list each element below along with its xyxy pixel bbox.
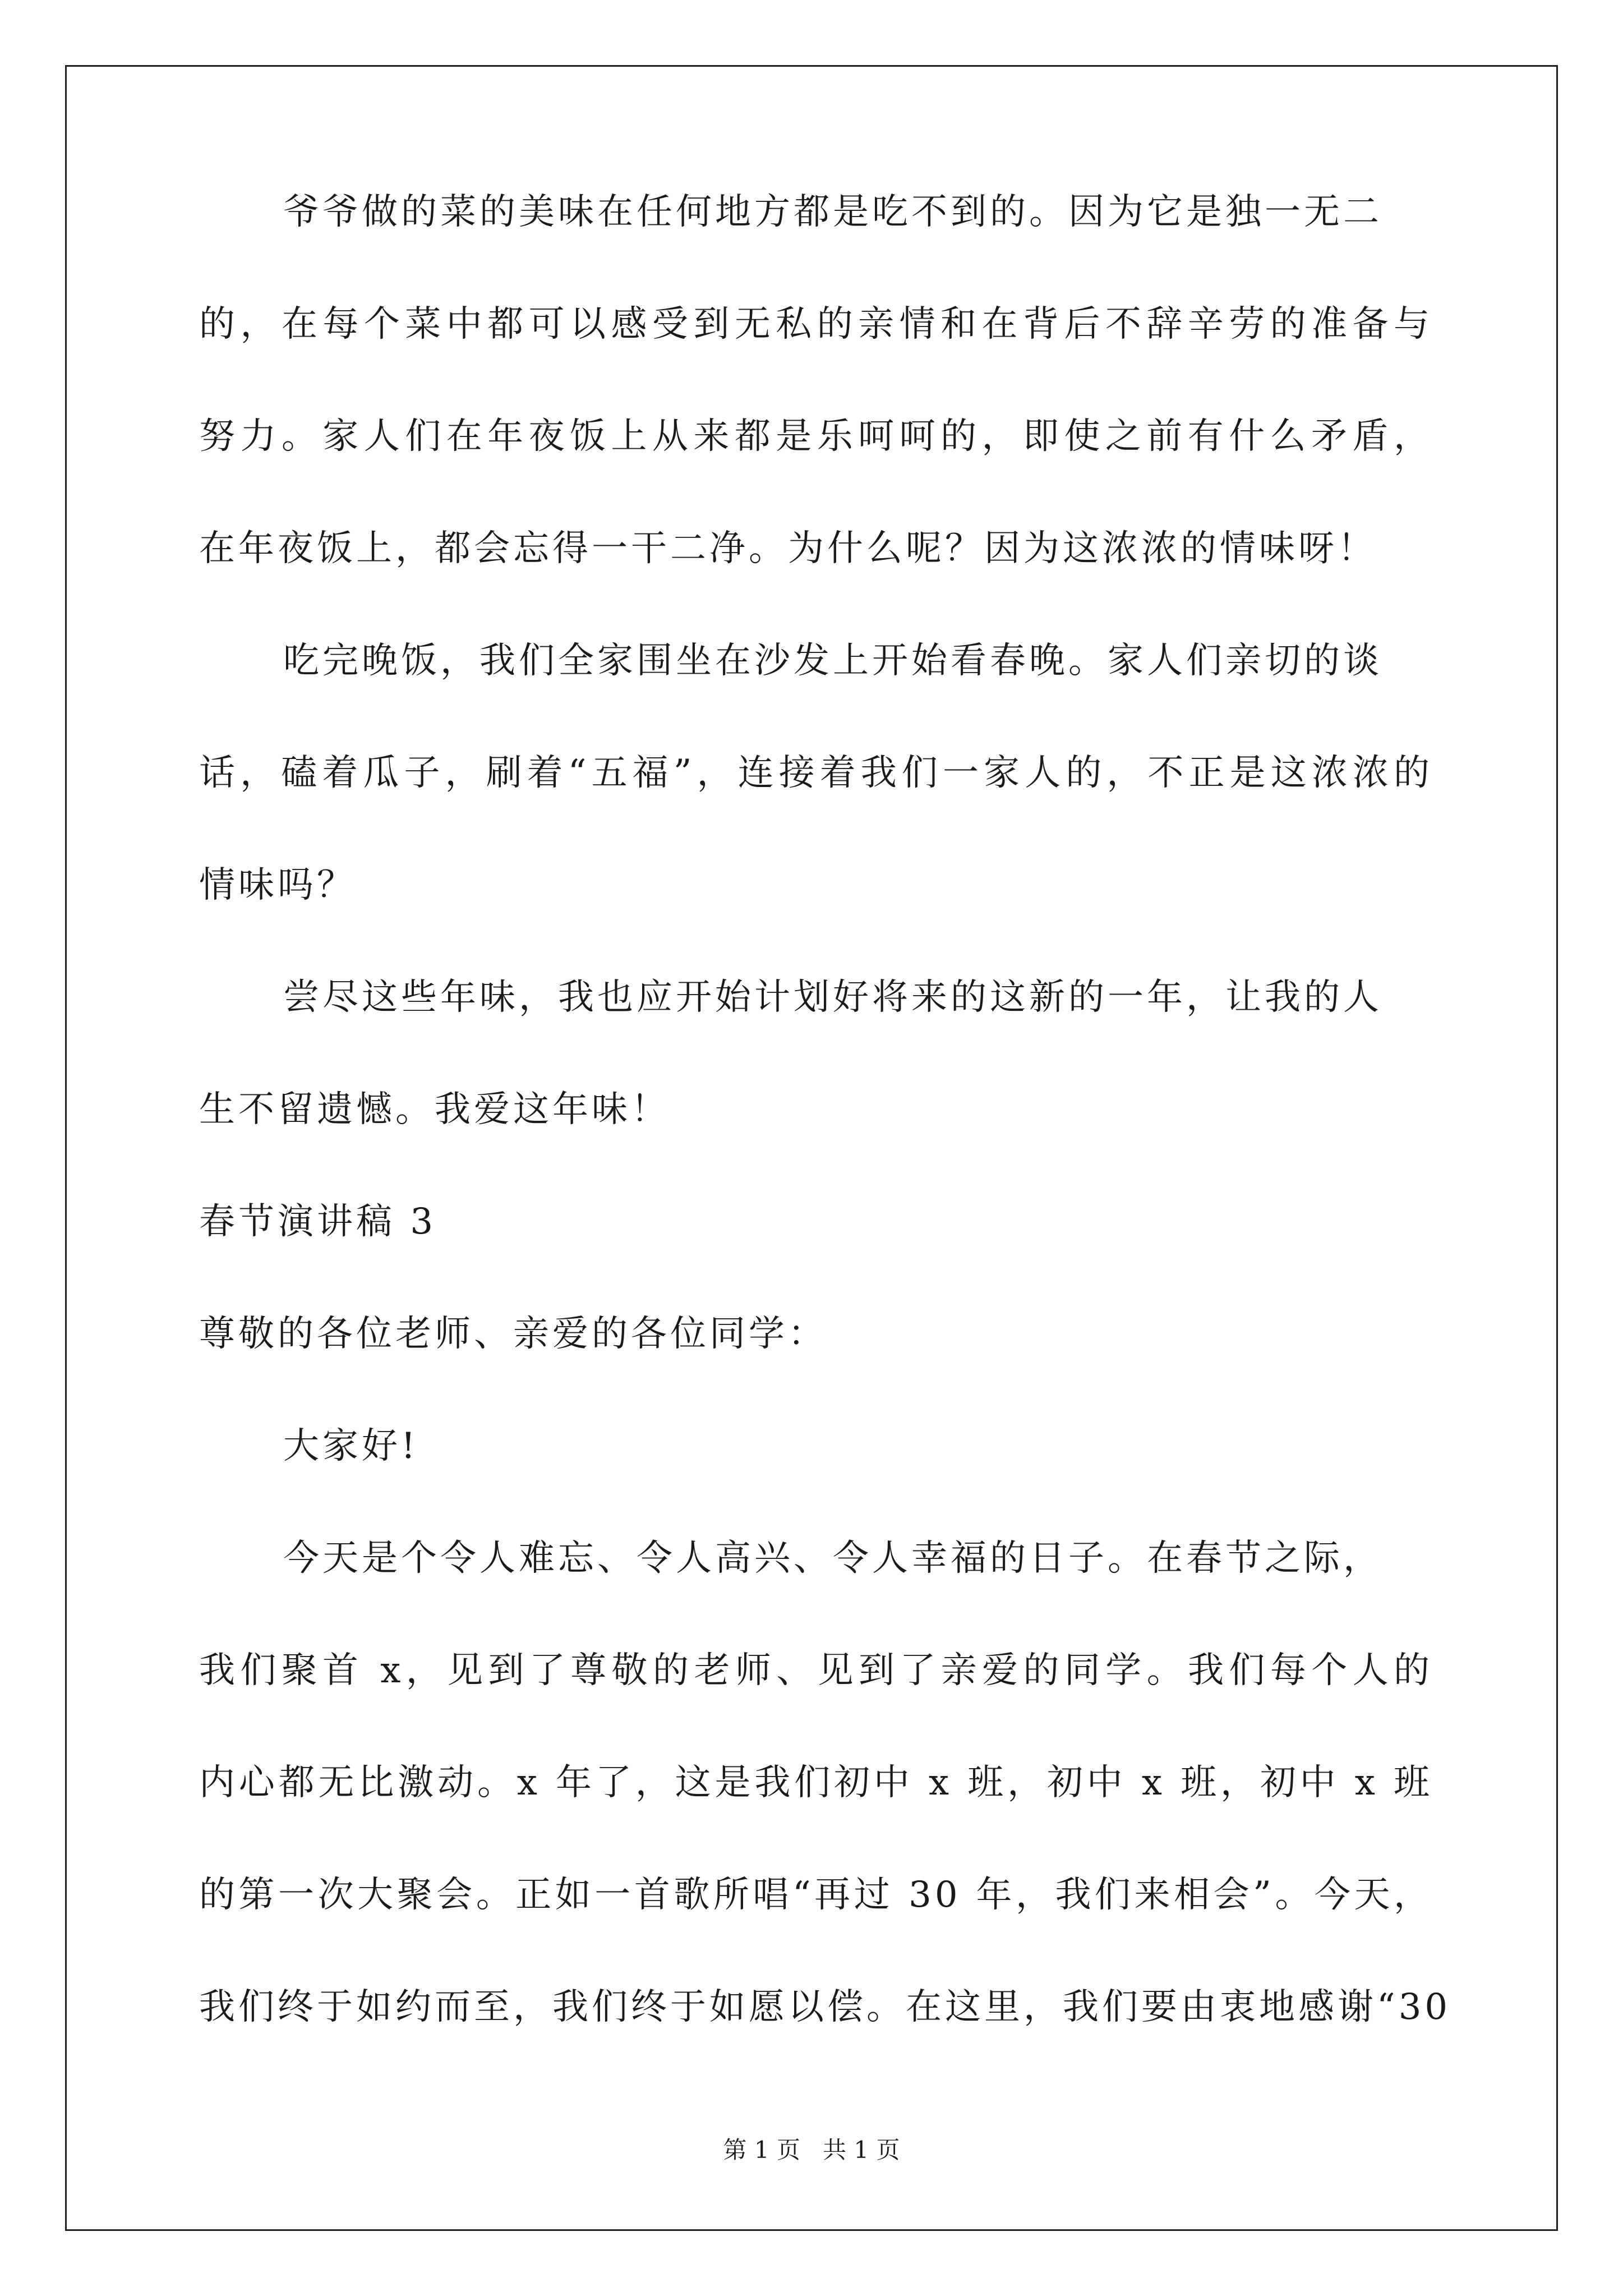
paragraph-line: 情味吗？ xyxy=(199,864,356,906)
page-footer: 第 1 页 共 1 页 xyxy=(723,2136,900,2164)
paragraph-line: 的第一次大聚会。正如一首歌所唱“再过 30 年，我们来相会”。今天， xyxy=(199,1874,1433,1916)
paragraph-line: 爷爷做的菜的美味在任何地方都是吃不到的。因为它是独一无二 xyxy=(283,191,1382,233)
paragraph-line: 吃完晚饭，我们全家围坐在沙发上开始看春晚。家人们亲切的谈 xyxy=(283,640,1382,682)
paragraph-line: 尝尽这些年味，我也应开始计划好将来的这新的一年，让我的人 xyxy=(283,977,1382,1018)
paragraph-line: 我们聚首 x，见到了尊敬的老师、见到了亲爱的同学。我们每个人的 xyxy=(199,1650,1433,1691)
paragraph-line: 内心都无比激动。x 年了，这是我们初中 x 班，初中 x 班，初中 x 班 xyxy=(199,1762,1433,1803)
paragraph-line: 今天是个令人难忘、令人高兴、令人幸福的日子。在春节之际， xyxy=(283,1538,1382,1579)
greeting: 大家好! xyxy=(283,1425,419,1467)
paragraph-line: 我们终于如约而至，我们终于如愿以偿。在这里，我们要由衷地感谢“30 xyxy=(199,1986,1451,2028)
salutation: 尊敬的各位老师、亲爱的各位同学： xyxy=(199,1313,827,1355)
paragraph-line: 的，在每个菜中都可以感受到无私的亲情和在背后不辞辛劳的准备与 xyxy=(199,303,1433,345)
paragraph-line: 生不留遗憾。我爱这年味！ xyxy=(199,1089,670,1130)
paragraph-line: 在年夜饭上，都会忘得一干二净。为什么呢？因为这浓浓的情味呀！ xyxy=(199,528,1377,569)
paragraph-line: 努力。家人们在年夜饭上从来都是乐呵呵的，即使之前有什么矛盾， xyxy=(199,416,1433,457)
section-heading: 春节演讲稿 3 xyxy=(199,1201,437,1243)
paragraph-line: 话，磕着瓜子，刷着“五福”，连接着我们一家人的，不正是这浓浓的 xyxy=(199,752,1433,794)
